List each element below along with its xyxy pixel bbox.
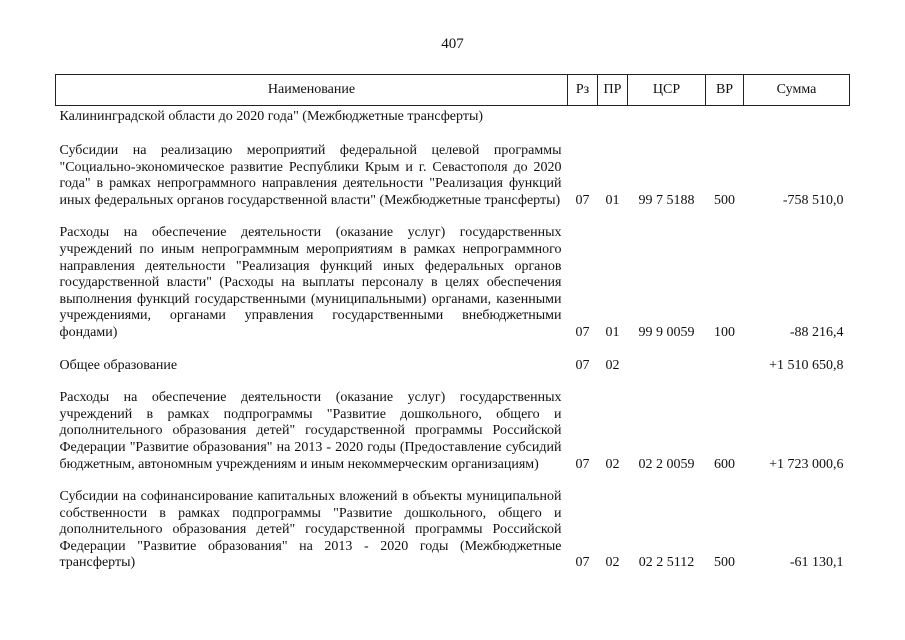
row-rz: 07 — [575, 456, 590, 472]
row-vr: 500 — [714, 555, 735, 571]
continuation-text: Калининградской области до 2020 года" (Межбюджетные трансферты) — [59, 109, 484, 124]
budget-table — [55, 74, 850, 572]
header-csr: ЦСР — [628, 75, 706, 106]
header-vr: ВР — [706, 75, 744, 106]
table-row-continuation — [56, 106, 850, 128]
row-csr: 02 2 5112 — [638, 555, 695, 571]
row-pr: 02 — [605, 357, 620, 373]
table-row — [56, 143, 850, 209]
table-row — [56, 358, 850, 375]
table-header-row — [56, 75, 850, 106]
header-name: Наименование — [56, 75, 568, 106]
row-pr: 02 — [605, 456, 620, 472]
table-row — [56, 390, 850, 473]
page-number: 407 — [441, 36, 464, 52]
row-rz: 07 — [575, 192, 590, 208]
row-vr — [706, 358, 744, 375]
table-row — [56, 225, 850, 341]
row-vr: 500 — [714, 192, 735, 208]
row-name: Расходы на обеспечение деятельности (оказание услуг) государственных учреждений в рамках подпрограммы "Развитие дошкольного, общего и дополнительного образования детей" государственной программы Российской Федерации "Развитие образования" на 2013 - 2020 годы (Предоставление субсидий бюджетным, автономным учреждениям и иным некоммерческим организациям) — [59, 390, 562, 472]
header-sum: Сумма — [744, 75, 850, 106]
row-sum: +1 723 000,6 — [769, 456, 844, 472]
header-rz: Рз — [568, 75, 598, 106]
row-csr: 99 7 5188 — [638, 192, 695, 208]
row-name: Субсидии на реализацию мероприятий федеральной целевой программы "Социально-экономическое развитие Республики Крым и г. Севастополя до 2020 года" в рамках непрограммного направления деятельности "Реализация функций иных федеральных органов государственной власти" (Межбюджетные трансферты) — [59, 143, 562, 208]
row-csr: 99 9 0059 — [638, 324, 695, 340]
row-sum: +1 510 650,8 — [769, 357, 844, 373]
row-rz: 07 — [575, 357, 590, 373]
row-vr: 100 — [714, 324, 735, 340]
header-pr: ПР — [598, 75, 628, 106]
row-pr: 01 — [605, 192, 620, 208]
row-pr: 02 — [605, 555, 620, 571]
row-pr: 01 — [605, 324, 620, 340]
table-row — [56, 489, 850, 572]
row-rz: 07 — [575, 555, 590, 571]
row-name: Субсидии на софинансирование капитальных вложений в объекты муниципальной собственности в рамках подпрограммы "Развитие дошкольного, общего и дополнительного образования детей" государственной программы Российской Федерации "Развитие образования" на 2013 - 2020 годы (Межбюджетные трансферты) — [59, 489, 562, 571]
row-sum: -88 216,4 — [789, 324, 844, 340]
row-vr: 600 — [714, 456, 735, 472]
row-sum: -758 510,0 — [782, 192, 844, 208]
row-name: Общее образование — [59, 357, 178, 373]
row-sum: -61 130,1 — [789, 555, 844, 571]
row-name: Расходы на обеспечение деятельности (оказание услуг) государственных учреждений по иным непрограммным мероприятиям в рамках непрограммного направления деятельности "Реализация функций иных федеральных органов государственной власти" (Расходы на выплаты персоналу в целях обеспечения выполнения функций государственными (муниципальными) органами, казенными учреждениями, органами управления государственными внебюджетными фондами) — [59, 225, 562, 340]
row-csr — [628, 358, 706, 375]
row-rz: 07 — [575, 324, 590, 340]
row-csr: 02 2 0059 — [638, 456, 695, 472]
